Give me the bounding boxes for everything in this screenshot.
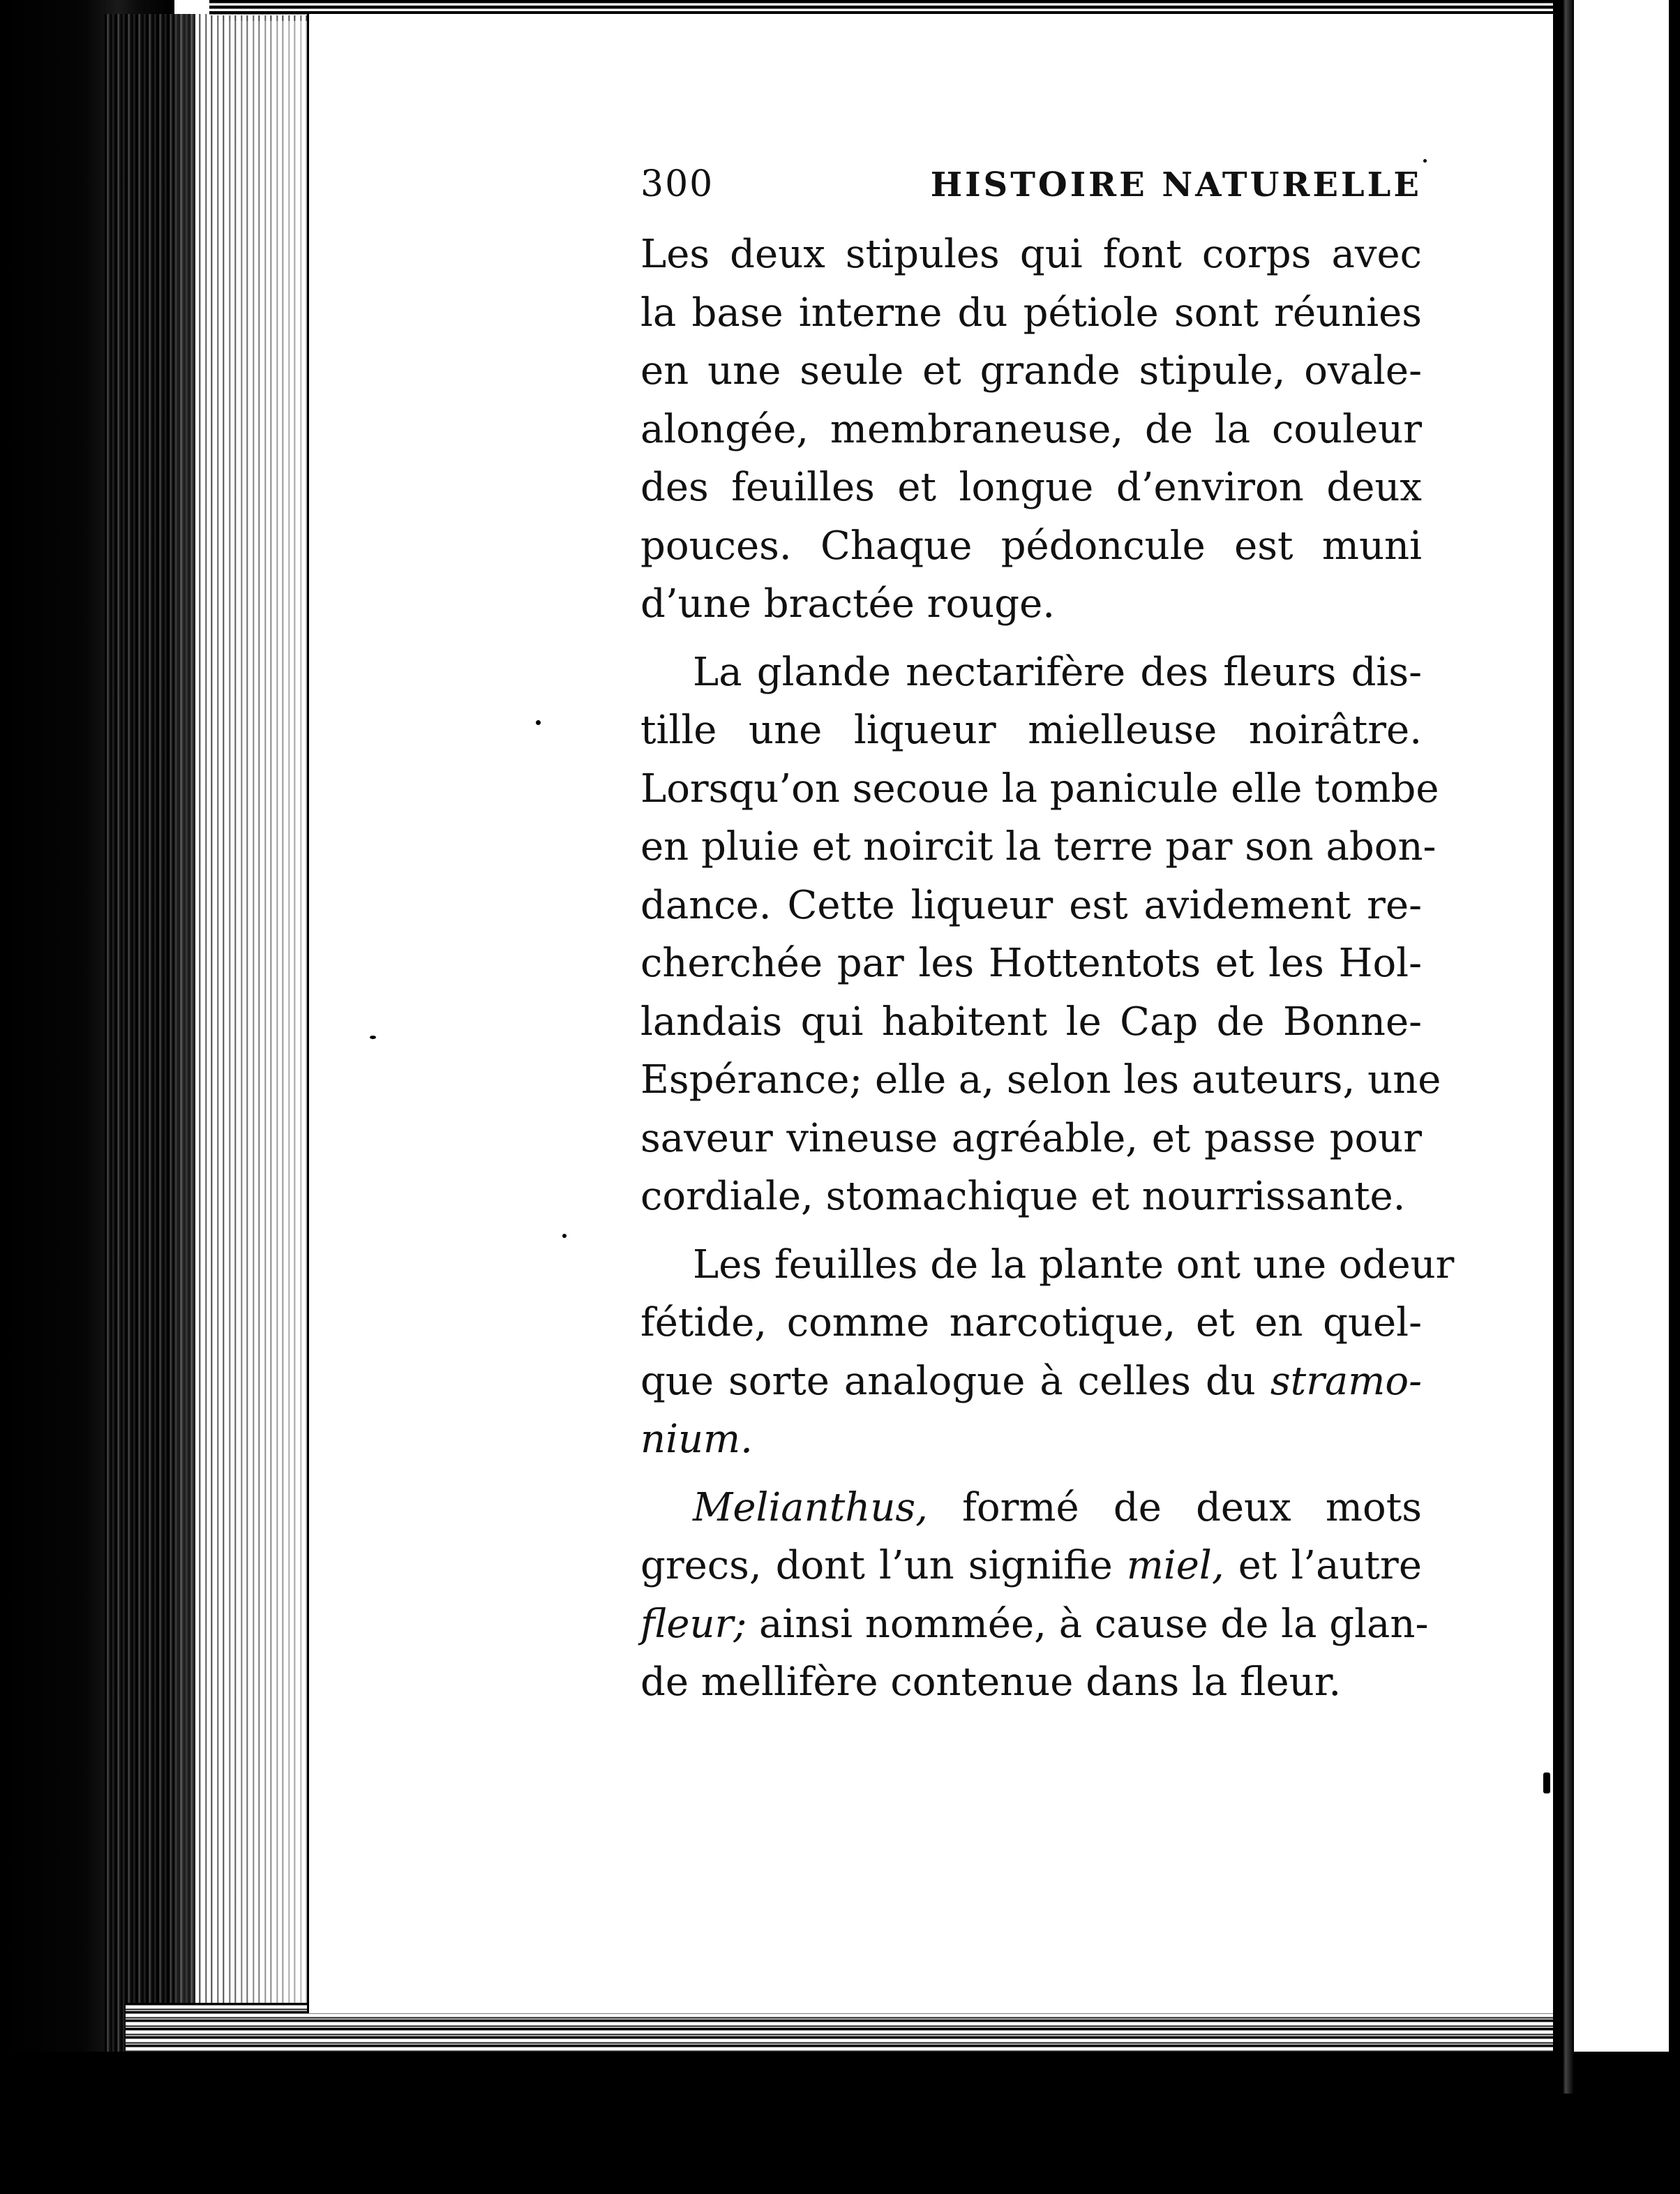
right-gutter xyxy=(1553,0,1574,2094)
text-line: en pluie et noircit la terre par son abon- xyxy=(640,824,1437,870)
text-line: Lorsqu’on secoue la panicule elle tombe xyxy=(640,766,1439,812)
text-line: en une seule et grande stipule, ovale- xyxy=(640,348,1422,394)
text-segment: et l’autre xyxy=(1238,1543,1422,1588)
page-edges-shadow xyxy=(209,21,307,2045)
speck xyxy=(1423,159,1427,163)
paragraph-3 xyxy=(640,1236,1455,1469)
speck xyxy=(536,720,541,725)
italic-term: fleur; xyxy=(640,1601,747,1647)
italic-term: nium. xyxy=(640,1417,753,1462)
text-line: Les feuilles de la plante ont une odeur xyxy=(693,1241,1455,1288)
text-line: tille une liqueur mielleuse noirâtre. xyxy=(640,708,1422,753)
text-line: landais qui habitent le Cap de Bonne- xyxy=(640,999,1422,1045)
text-segment: formé de deux mots xyxy=(962,1484,1422,1530)
text-line: Espérance; elle a, selon les auteurs, une xyxy=(640,1057,1441,1103)
text-line: cherchée par les Hottentots et les Hol- xyxy=(640,941,1422,986)
speck xyxy=(562,1234,567,1238)
text-segment: ainsi nommée, à cause de la glan- xyxy=(759,1601,1429,1647)
spine-texture xyxy=(105,14,195,2052)
running-head xyxy=(640,143,1422,225)
speck xyxy=(1543,1773,1550,1793)
text-line: la base interne du pétiole sont réunies xyxy=(640,290,1422,336)
text-line xyxy=(640,1352,1422,1411)
text-line: Les deux stipules qui font corps avec xyxy=(640,232,1422,277)
speck xyxy=(370,1036,376,1039)
facing-page-edge xyxy=(1574,0,1680,2052)
page-text-block xyxy=(640,163,1455,1712)
text-line: saveur vineuse agréable, et passe pour xyxy=(640,1115,1422,1161)
top-page-edge xyxy=(209,0,1563,15)
text-line: d’une bractée rouge. xyxy=(640,581,1056,627)
text-line xyxy=(640,1479,1422,1537)
italic-term: miel, xyxy=(1126,1543,1224,1588)
paragraph-4 xyxy=(640,1479,1429,1712)
text-line: pouces. Chaque pédoncule est muni xyxy=(640,523,1422,569)
running-title: HISTOIRE NATURELLE xyxy=(930,165,1422,204)
text-line: alongée, membraneuse, de la couleur xyxy=(640,406,1422,452)
page-number: 300 xyxy=(640,163,714,205)
text-line: dance. Cette liqueur est avidement re- xyxy=(640,882,1422,928)
text-segment: que sorte analogue à celles du xyxy=(640,1358,1256,1404)
bottom-scan-border xyxy=(0,2052,1680,2194)
text-line: cordiale, stomachique et nourrissante. xyxy=(640,1174,1406,1219)
text-line: des feuilles et longue d’environ deux xyxy=(640,465,1422,510)
text-line: de mellifère contenue dans la fleur. xyxy=(640,1659,1342,1705)
text-line xyxy=(640,1537,1422,1595)
text-segment: grecs, dont l’un signifie xyxy=(640,1543,1113,1588)
text-line xyxy=(640,1595,1429,1654)
paragraph-2 xyxy=(640,643,1441,1226)
italic-term: Melianthus, xyxy=(693,1484,928,1530)
text-line: fétide, comme narcotique, et en quel- xyxy=(640,1300,1422,1345)
text-line: La glande nectarifère des fleurs dis- xyxy=(693,649,1422,695)
italic-term: stramo- xyxy=(1270,1358,1422,1404)
right-scan-border xyxy=(1669,0,1680,2194)
paragraph-1 xyxy=(640,225,1422,634)
